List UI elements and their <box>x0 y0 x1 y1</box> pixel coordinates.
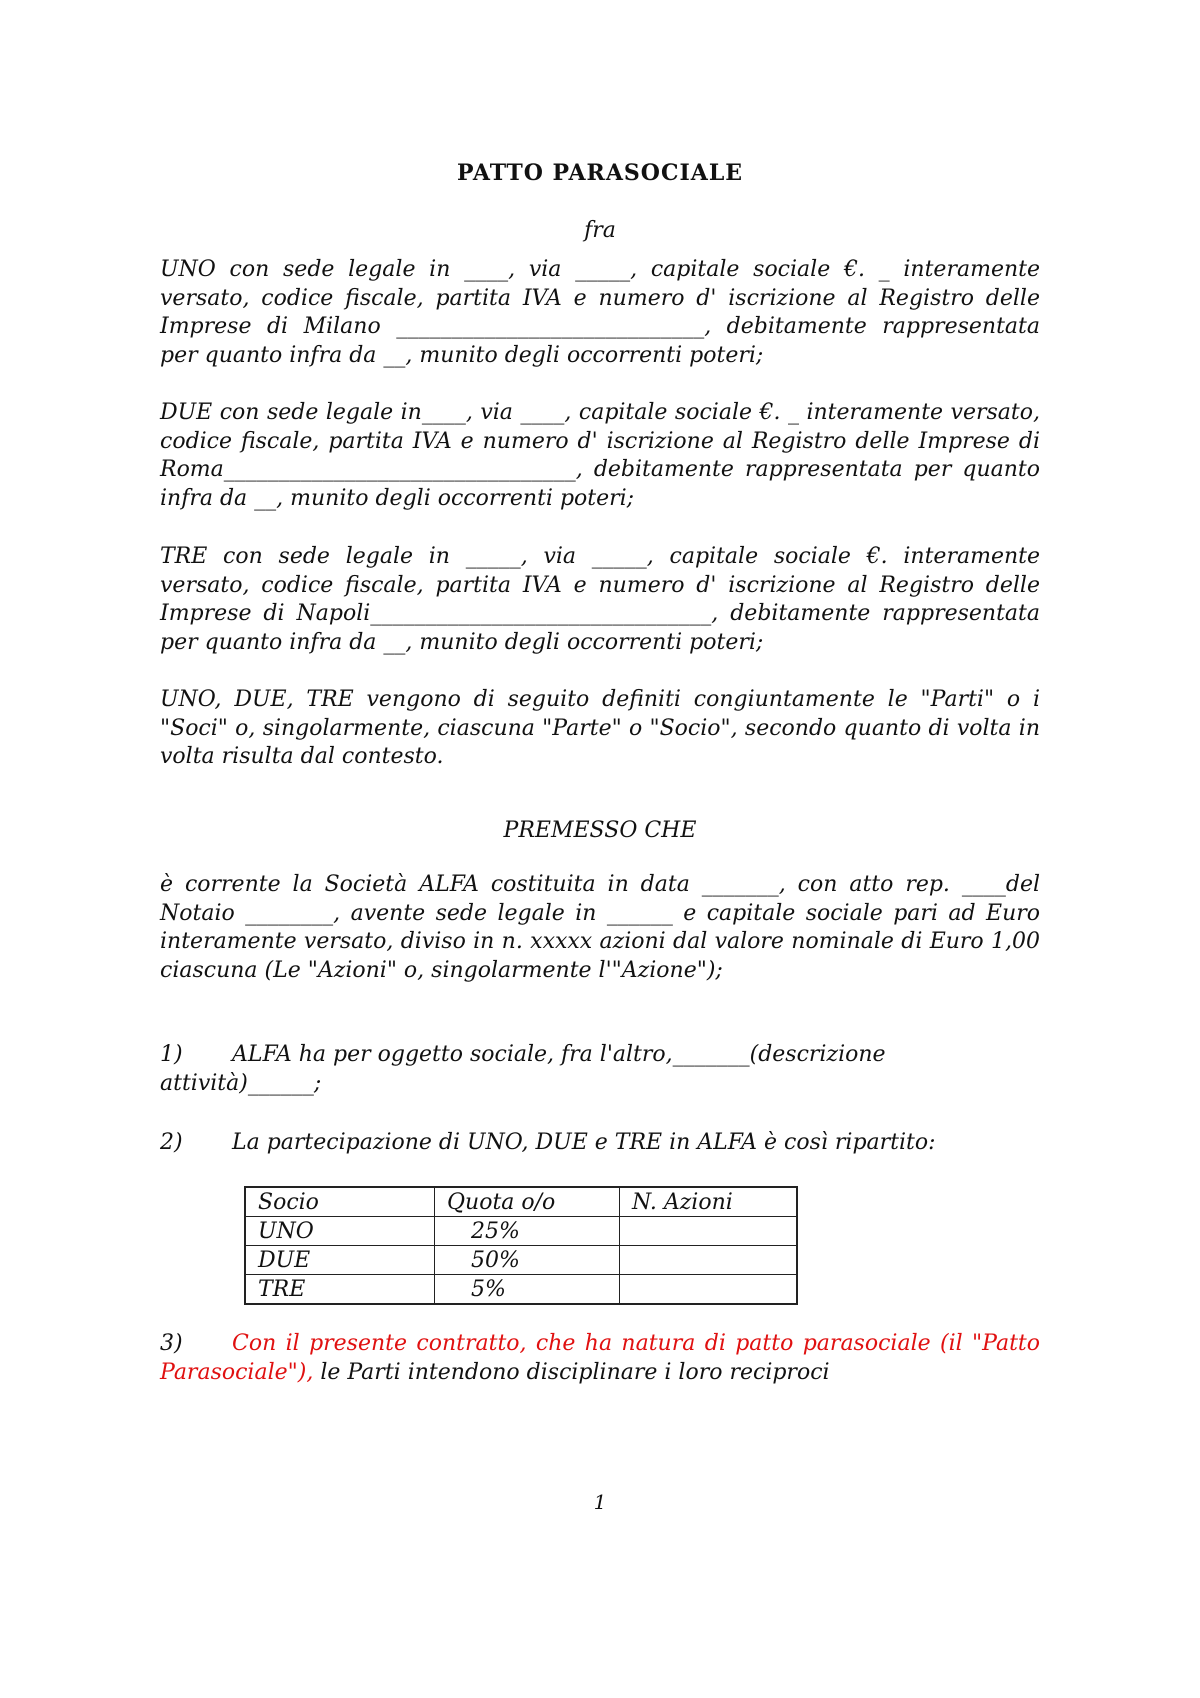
cell-azioni <box>620 1246 798 1275</box>
table-row <box>245 1217 797 1246</box>
party-due: DUE con sede legale in____, via ____, capitale sociale €. _ interamente versato, codice fiscale, partita IVA e numero d' iscrizione al Registro delle Imprese di Roma________________________________, debitamente rappresentata per quanto infra da __, munito degli occorrenti poteri; <box>160 400 1040 511</box>
item-3-number: 3) <box>160 1331 183 1356</box>
item-3 <box>160 1330 1040 1387</box>
item-2-number: 2) <box>160 1130 183 1155</box>
item-2 <box>160 1129 1040 1158</box>
item-3-text: le Parti intendono disciplinare i loro reciproci <box>313 1359 830 1385</box>
quota-table <box>244 1186 798 1305</box>
cell-socio: UNO <box>245 1217 435 1246</box>
premise-paragraph: è corrente la Società ALFA costituita in data _______, con atto rep. ____del Notaio ________, avente sede legale in ______ e capitale sociale pari ad Euro interamente versato, diviso in n. xxxxx azioni dal valore nominale di Euro 1,00 ciascuna (Le "Azioni" o, singolarmente l'"Azione"); <box>160 872 1040 983</box>
definitions-paragraph: UNO, DUE, TRE vengono di seguito definiti congiuntamente le "Parti" o i "Soci" o, singolarmente, ciascuna "Parte" o "Socio", secondo quanto di volta in volta risulta dal contesto. <box>160 687 1040 770</box>
table-header-row <box>245 1187 797 1217</box>
header-azioni: N. Azioni <box>620 1187 798 1217</box>
item-1-number: 1) <box>160 1042 183 1067</box>
page-number: 1 <box>593 1490 607 1514</box>
cell-azioni <box>620 1275 798 1305</box>
document-title: PATTO PARASOCIALE <box>456 160 744 186</box>
item-1-text: ALFA ha per oggetto sociale, fra l'altro,_______(descrizione attività)______; <box>160 1042 886 1096</box>
fra-label: fra <box>584 218 616 243</box>
cell-quota: 5% <box>435 1275 620 1305</box>
party-uno: UNO con sede legale in ____, via _____, capitale sociale €. _ interamente versato, codice fiscale, partita IVA e numero d' iscrizione al Registro delle Imprese di Milano ____________________________, debitamente rappresentata per quanto infra da __, munito degli occorrenti poteri; <box>160 257 1040 368</box>
party-tre: TRE con sede legale in _____, via _____, capitale sociale €. interamente versato, codice fiscale, partita IVA e numero d' iscrizione al Registro delle Imprese di Napoli_______________________________, debitamente rappresentata per quanto infra da __, munito degli occorrenti poteri; <box>160 544 1040 655</box>
item-1 <box>160 1041 1040 1098</box>
header-socio: Socio <box>245 1187 435 1217</box>
item-2-text: La partecipazione di UNO, DUE e TRE in ALFA è così ripartito: <box>232 1130 936 1155</box>
cell-quota: 25% <box>435 1217 620 1246</box>
item-3-red-text: Con il presente contratto, che ha natura di patto parasociale (il "Patto Parasociale"), <box>160 1331 1040 1385</box>
cell-socio: DUE <box>245 1246 435 1275</box>
cell-socio: TRE <box>245 1275 435 1305</box>
cell-azioni <box>620 1217 798 1246</box>
cell-quota: 50% <box>435 1246 620 1275</box>
table-row <box>245 1246 797 1275</box>
header-quota: Quota o/o <box>435 1187 620 1217</box>
table-row <box>245 1275 797 1305</box>
premesso-heading: PREMESSO CHE <box>503 818 697 843</box>
